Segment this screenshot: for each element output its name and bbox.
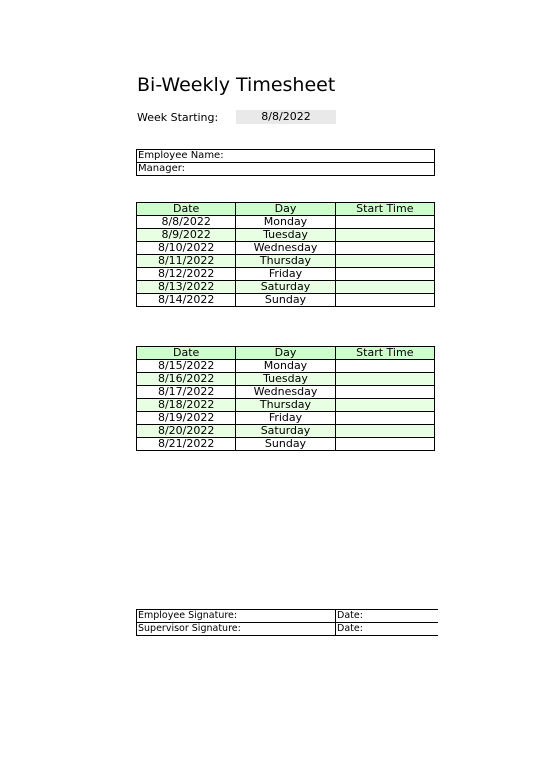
employee-info-table	[136, 149, 435, 176]
start-time-cell[interactable]	[335, 438, 434, 451]
date-cell: 8/13/2022	[137, 281, 236, 294]
table-row	[137, 438, 435, 451]
date-cell: 8/8/2022	[137, 216, 236, 229]
page-title: Bi-Weekly Timesheet	[137, 74, 336, 96]
date-cell: 8/21/2022	[137, 438, 236, 451]
table-row	[137, 281, 435, 294]
day-cell: Monday	[236, 360, 335, 373]
day-cell: Monday	[236, 216, 335, 229]
table-row	[137, 373, 435, 386]
table-row	[137, 229, 435, 242]
date-cell: 8/11/2022	[137, 255, 236, 268]
day-cell: Friday	[236, 412, 335, 425]
start-time-cell[interactable]	[335, 425, 434, 438]
day-cell: Tuesday	[236, 229, 335, 242]
week-2-table	[136, 346, 435, 451]
date-cell: 8/12/2022	[137, 268, 236, 281]
employee-name-field[interactable]: Employee Name:	[137, 150, 435, 163]
day-cell: Sunday	[236, 294, 335, 307]
table-row	[137, 268, 435, 281]
start-time-cell[interactable]	[335, 242, 434, 255]
date-cell: 8/16/2022	[137, 373, 236, 386]
date-cell: 8/9/2022	[137, 229, 236, 242]
table-row	[137, 360, 435, 373]
start-time-cell[interactable]	[335, 399, 434, 412]
date-header: Date	[137, 203, 236, 216]
table-row	[137, 425, 435, 438]
start-time-cell[interactable]	[335, 412, 434, 425]
day-cell: Friday	[236, 268, 335, 281]
day-header: Day	[236, 347, 335, 360]
date-cell: 8/19/2022	[137, 412, 236, 425]
table-row	[137, 412, 435, 425]
start-time-cell[interactable]	[335, 281, 434, 294]
date-cell: 8/15/2022	[137, 360, 236, 373]
employee-signature-field[interactable]: Employee Signature:	[137, 610, 336, 623]
day-cell: Thursday	[236, 399, 335, 412]
table-row	[137, 255, 435, 268]
day-cell: Wednesday	[236, 242, 335, 255]
start-time-cell[interactable]	[335, 216, 434, 229]
table-row	[137, 386, 435, 399]
day-cell: Sunday	[236, 438, 335, 451]
day-cell: Saturday	[236, 425, 335, 438]
start-time-header: Start Time	[335, 347, 434, 360]
start-time-header: Start Time	[335, 203, 434, 216]
day-header: Day	[236, 203, 335, 216]
table-row	[137, 399, 435, 412]
day-cell: Saturday	[236, 281, 335, 294]
start-time-cell[interactable]	[335, 255, 434, 268]
table-row	[137, 294, 435, 307]
employee-signature-date-field[interactable]: Date:	[336, 610, 439, 623]
signature-table	[136, 609, 438, 636]
start-time-cell[interactable]	[335, 386, 434, 399]
start-time-cell[interactable]	[335, 229, 434, 242]
date-cell: 8/17/2022	[137, 386, 236, 399]
start-time-cell[interactable]	[335, 268, 434, 281]
date-cell: 8/14/2022	[137, 294, 236, 307]
date-cell: 8/20/2022	[137, 425, 236, 438]
table-row	[137, 216, 435, 229]
day-cell: Wednesday	[236, 386, 335, 399]
day-cell: Tuesday	[236, 373, 335, 386]
date-cell: 8/18/2022	[137, 399, 236, 412]
manager-field[interactable]: Manager:	[137, 163, 435, 176]
supervisor-signature-date-field[interactable]: Date:	[336, 623, 439, 636]
date-header: Date	[137, 347, 236, 360]
week-starting-value[interactable]: 8/8/2022	[236, 110, 336, 124]
date-cell: 8/10/2022	[137, 242, 236, 255]
start-time-cell[interactable]	[335, 373, 434, 386]
start-time-cell[interactable]	[335, 294, 434, 307]
week-1-table	[136, 202, 435, 307]
week-starting-label: Week Starting:	[137, 111, 219, 124]
table-row	[137, 242, 435, 255]
supervisor-signature-field[interactable]: Supervisor Signature:	[137, 623, 336, 636]
day-cell: Thursday	[236, 255, 335, 268]
start-time-cell[interactable]	[335, 360, 434, 373]
